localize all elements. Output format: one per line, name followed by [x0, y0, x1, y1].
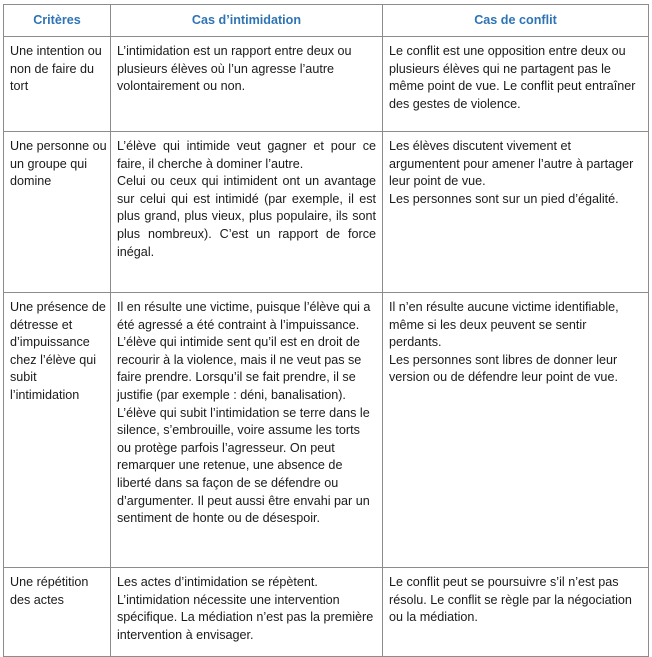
table-row	[4, 568, 649, 657]
table-row	[4, 37, 649, 132]
criterion-cell	[4, 37, 111, 132]
intimidation-text: Il en résulte une victime, puisque l’élève qui a été agressé a été contraint à l’impuissance.	[117, 300, 371, 332]
intimidation-text: L’élève qui intimide sent qu’il est en droit de recourir à la violence, mais il ne veut pas se faire prendre. Lorsqu’il se fait prendre, il se justifie (par exemple : déni, banalisation).	[117, 335, 362, 402]
conflict-text: Les personnes sont sur un pied d’égalité.	[389, 191, 619, 206]
conflict-text: Le conflit est une opposition entre deux ou plusieurs élèves qui ne partagent pas le même point de vue. Le conflit peut entraîner des gestes de violence.	[389, 44, 636, 111]
intimidation-cell	[111, 293, 383, 568]
intimidation-cell	[111, 568, 383, 657]
criterion-text: Une intention ou non de faire du tort	[10, 44, 102, 94]
comparison-table	[3, 4, 649, 657]
conflict-cell	[383, 293, 649, 568]
intimidation-text: L’intimidation est un rapport entre deux ou plusieurs élèves où l’un agresse l’autre volontairement ou non.	[117, 44, 352, 94]
header-intimidation: Cas d’intimidation	[111, 5, 383, 37]
table-row	[4, 293, 649, 568]
criterion-text: Une personne ou un groupe qui domine	[10, 139, 107, 189]
intimidation-text: L’élève qui intimide veut gagner et pour ce faire, il cherche à dominer l’autre.	[117, 139, 376, 171]
intimidation-text: Les actes d’intimidation se répètent. L’intimidation nécessite une intervention spécifique. La médiation n’est pas la première intervention à envisager.	[117, 575, 374, 642]
intimidation-text: L’élève qui subit l’intimidation se terre dans le silence, s’embrouille, voire assume les torts ou protège parfois l’agresseur. On peut remarquer une retenue, une absence de liberté dans sa façon de se défendre ou d’argumenter. Il peut aussi être envahi par un sentiment de honte ou de désespoir.	[117, 405, 370, 526]
header-criteria: Critères	[4, 5, 111, 37]
conflict-cell	[383, 568, 649, 657]
header-row	[4, 5, 649, 37]
criterion-text: Une répétition des actes	[10, 575, 89, 607]
criterion-text: Une présence de détresse et d’impuissance chez l’élève qui subit l’intimidation	[10, 300, 106, 402]
intimidation-cell	[111, 132, 383, 293]
conflict-cell	[383, 132, 649, 293]
header-conflict: Cas de conflit	[383, 5, 649, 37]
criterion-cell	[4, 293, 111, 568]
conflict-text: Le conflit peut se poursuivre s’il n’est pas résolu. Le conflit se règle par la négociation ou la médiation.	[389, 575, 632, 625]
intimidation-text: Celui ou ceux qui intimident ont un avantage sur celui qui est intimidé (par exemple, il est plus grand, plus vieux, plus populaire, ils sont plus nombreux). C’est un rapport de force inégal.	[117, 174, 376, 259]
intimidation-cell	[111, 37, 383, 132]
criterion-cell	[4, 132, 111, 293]
conflict-cell	[383, 37, 649, 132]
conflict-text: Les personnes sont libres de donner leur version ou de défendre leur point de vue.	[389, 352, 618, 385]
table-row	[4, 132, 649, 293]
conflict-text: Il n’en résulte aucune victime identifiable, même si les deux peuvent se sentir perdants.	[389, 300, 619, 350]
criterion-cell	[4, 568, 111, 657]
conflict-text: Les élèves discutent vivement et argumentent pour amener l’autre à partager leur point de vue.	[389, 139, 634, 189]
